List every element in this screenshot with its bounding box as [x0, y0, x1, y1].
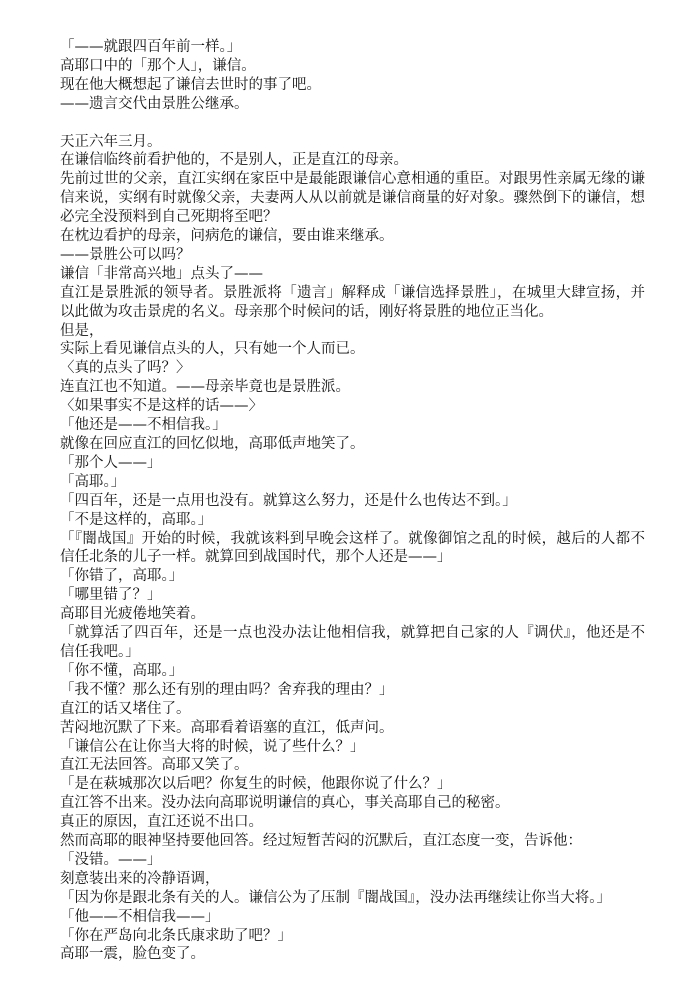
text-line: 在谦信临终前看护他的，不是别人，正是直江的母亲。 — [60, 152, 408, 169]
blank-line — [60, 114, 645, 133]
text-line: 「他还是——不相信我。」 — [60, 417, 227, 434]
text-line: 「我不懂？那么还有别的理由吗？舍弃我的理由？」 — [60, 681, 394, 698]
text-line: 真正的原因，直江还说不出口。 — [60, 814, 263, 831]
text-line: 「他——不相信我——」 — [60, 908, 220, 925]
text-line: 「不是这样的，高耶。」 — [60, 511, 213, 528]
text-line: 「高耶。」 — [60, 473, 126, 490]
text-line: 「你不懂，高耶。」 — [60, 662, 184, 679]
document-page — [60, 38, 645, 964]
text-line: 连直江也不知道。——母亲毕竟也是景胜派。 — [60, 379, 350, 396]
text-line: 谦信「非常高兴地」点头了—— — [60, 265, 263, 282]
text-line: 现在他大概想起了谦信去世时的事了吧。 — [60, 76, 321, 93]
text-paragraph: 「就算活了四百年，还是一点也没办法让他相信我，就算把自己家的人『调伏』，他还是不信任我吧。」 — [60, 625, 645, 660]
text-line: 苦闷地沉默了下来。高耶看着语塞的直江，低声问。 — [60, 719, 394, 736]
text-line: 「哪里错了？」 — [60, 587, 162, 604]
text-line: 高耶目光疲倦地笑着。 — [60, 606, 205, 623]
text-line: 但是， — [60, 322, 104, 339]
text-paragraph: 「『闇战国』开始的时候，我就该料到早晚会这样了。就像御馆之乱的时候，越后的人都不信任北条的儿子一样。就算回到战国时代，那个人还是——」 — [60, 530, 645, 566]
text-paragraph: 「因为你是跟北条有关的人。谦信公为了压制『闇战国』，没办法再继续让你当大将。」 — [60, 889, 611, 906]
text-line: 直江的话又堵住了。 — [60, 700, 191, 717]
text-line: 高耶一震，脸色变了。 — [60, 946, 205, 963]
text-line: 「你在严岛向北条氏康求助了吧？」 — [60, 927, 292, 944]
text-line: 天正六年三月。 — [60, 133, 162, 150]
text-line: 刻意装出来的冷静语调， — [60, 870, 220, 887]
text-line: 〈如果事实不是这样的话——〉 — [60, 398, 263, 415]
text-line: 实际上看见谦信点头的人，只有她一个人而已。 — [60, 341, 365, 358]
text-line: 高耶口中的「那个人」，谦信。 — [60, 57, 256, 74]
text-line: ——遗言交代由景胜公继承。 — [60, 95, 249, 112]
text-line: 直江答不出来。没办法向高耶说明谦信的真心，事关高耶自己的秘密。 — [60, 795, 510, 812]
text-line: 「那个人——」 — [60, 454, 162, 471]
text-line: 「四百年，还是一点用也没有。就算这么努力，还是什么也传达不到。」 — [60, 492, 517, 509]
text-line: 「你错了，高耶。」 — [60, 568, 184, 585]
text-line: 然而高耶的眼神坚持要他回答。经过短暂苦闷的沉默后，直江态度一变，告诉他： — [60, 833, 582, 850]
text-line: 在枕边看护的母亲，问病危的谦信，要由谁来继承。 — [60, 228, 394, 245]
text-line: 「是在萩城那次以后吧？你复生的时候，他跟你说了什么？」 — [60, 776, 452, 793]
text-line: 「没错。——」 — [60, 851, 162, 868]
text-line: 「谦信公在让你当大将的时候，说了些什么？」 — [60, 738, 365, 755]
text-paragraph: 先前过世的父亲，直江实纲在家臣中是最能跟谦信心意相通的重臣。对跟男性亲属无缘的谦信来说，实纲有时就像父亲，夫妻两人从以前就是谦信商量的好对象。骤然倒下的谦信，想必完全没预料到自己死期将至吧？ — [60, 171, 645, 226]
text-line: 直江无法回答。高耶又笑了。 — [60, 757, 249, 774]
text-paragraph: 直江是景胜派的领导者。景胜派将「遗言」解释成「谦信选择景胜」，在城里大肆宣扬，并以此做为攻击景虎的名义。母亲那个时候问的话，刚好将景胜的地位正当化。 — [60, 284, 645, 320]
text-line: 就像在回应直江的回忆似地，高耶低声地笑了。 — [60, 436, 365, 453]
text-line: 「——就跟四百年前一样。」 — [60, 39, 242, 55]
text-line: ——景胜公可以吗？ — [60, 246, 191, 263]
text-line: 〈真的点头了吗？〉 — [60, 360, 191, 377]
